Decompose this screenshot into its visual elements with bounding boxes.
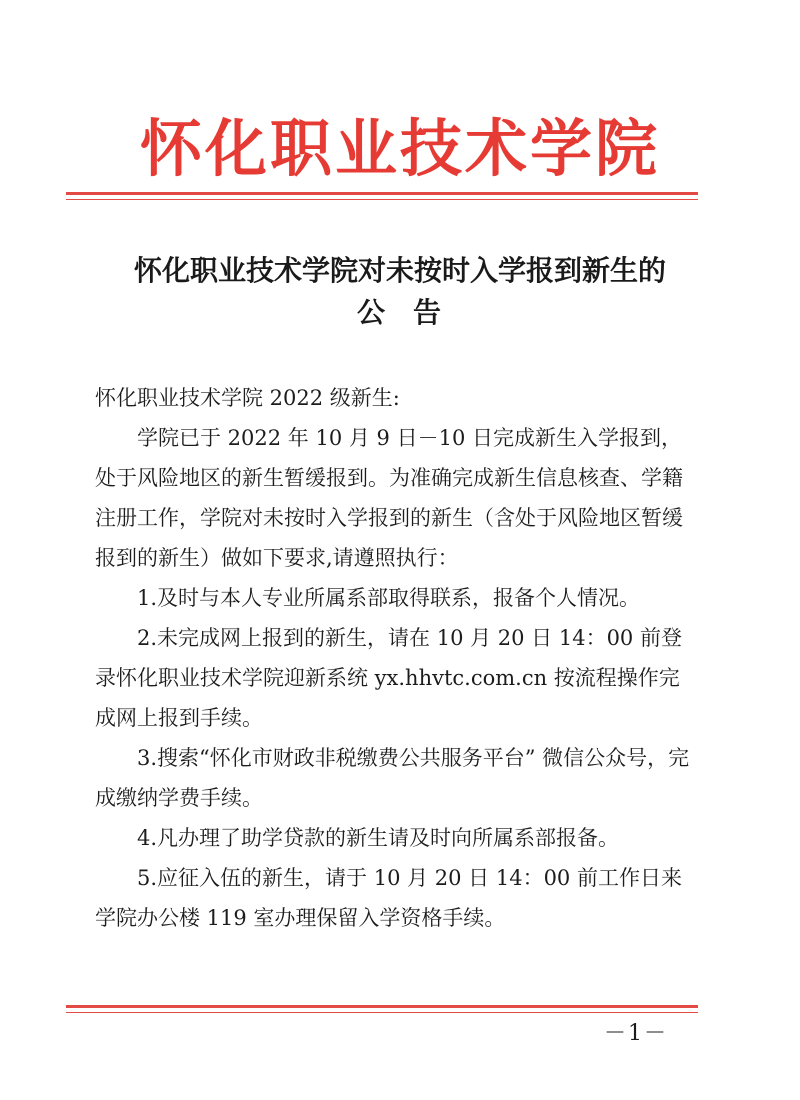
requirement-item-4: 4.凡办理了助学贷款的新生请及时向所属系部报备。 bbox=[137, 826, 620, 850]
requirement-item-5: 5.应征入伍的新生，请于 10 月 20 日 14：00 前工作日来学院办公楼 119 室办理保留入学资格手续。 bbox=[95, 866, 682, 930]
notice-title-line-1: 怀化职业技术学院对未按时入学报到新生的 bbox=[133, 254, 666, 287]
intro-paragraph: 学院已于 2022 年 10 月 9 日－10 日完成新生入学报到，处于风险地区的新生暂缓报到。为准确完成新生信息核查、学籍注册工作，学院对未按时入学报到的新生（含处于风险地区暂缓报到的新生）做如下要求,请遵照执行： bbox=[95, 426, 683, 570]
letterhead-institution-name: 怀化职业技术学院 bbox=[139, 112, 660, 185]
letterhead-red-rule bbox=[66, 192, 698, 195]
greeting-line: 怀化职业技术学院 2022 级新生: bbox=[95, 386, 400, 410]
notice-body bbox=[95, 378, 695, 938]
page-number: －1－ bbox=[604, 1021, 668, 1046]
requirement-item-2: 2.未完成网上报到的新生，请在 10 月 20 日 14：00 前登录怀化职业技术学院迎新系统 yx.hhvtc.com.cn 按流程操作完成网上报到手续。 bbox=[95, 626, 682, 730]
letterhead-red-rule-thin bbox=[66, 199, 698, 200]
notice-title-line-2: 公告 bbox=[356, 296, 469, 329]
notice-title bbox=[0, 250, 800, 334]
footer-red-rule-thin bbox=[66, 1012, 698, 1013]
footer-red-rule bbox=[66, 1005, 698, 1008]
requirement-item-1: 1.及时与本人专业所属系部取得联系，报备个人情况。 bbox=[137, 586, 641, 610]
requirement-item-3: 3.搜索“怀化市财政非税缴费公共服务平台” 微信公众号，完成缴纳学费手续。 bbox=[95, 746, 690, 810]
